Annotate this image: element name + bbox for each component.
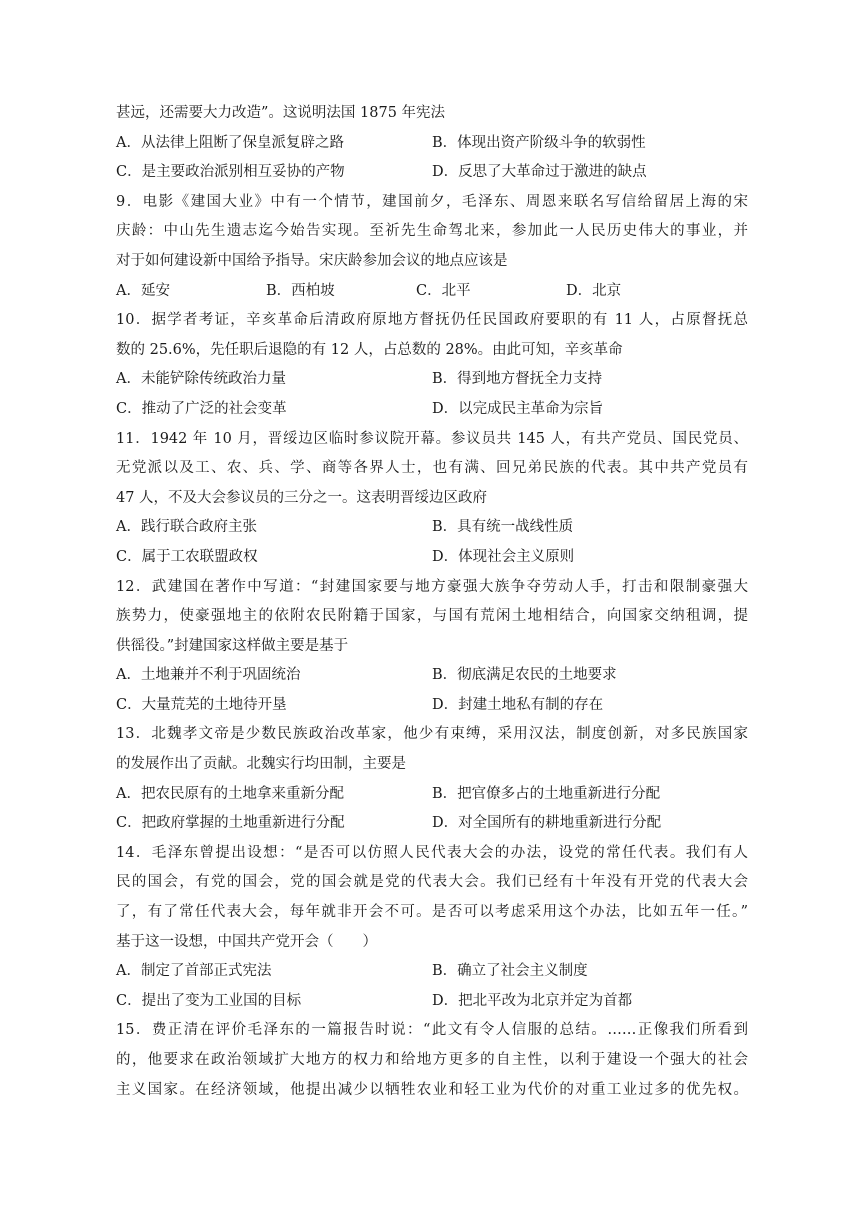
question-line: 13．北魏孝文帝是少数民族政治改革家，他少有束缚，采用汉法，制度创新，对多民族国家 bbox=[116, 726, 748, 743]
question-line: 族势力，使豪强地主的依附农民附籍于国家，与国有荒闲土地相结合，向国家交纳租调，提 bbox=[116, 608, 748, 625]
option-c: C．推动了广泛的社会变革 bbox=[116, 400, 287, 417]
option-a: A．延安 bbox=[116, 282, 170, 299]
question-10-options-row-2 bbox=[116, 395, 748, 425]
question-line: 10．据学者考证，辛亥革命后清政府原地方督抚仍任民国政府要职的有 11 人，占原督抚总 bbox=[116, 312, 748, 329]
question-line: 的发展作出了贡献。北魏实行均田制，主要是 bbox=[116, 756, 406, 773]
question-13-options-row-2 bbox=[116, 809, 748, 839]
option-d: D．封建土地私有制的存在 bbox=[432, 696, 604, 713]
question-11-options-row-2 bbox=[116, 543, 748, 573]
option-a: A．把农民原有的土地拿来重新分配 bbox=[116, 785, 344, 802]
option-b: B．把官僚多占的土地重新进行分配 bbox=[432, 785, 661, 802]
question-14 bbox=[116, 839, 748, 957]
question-line: 11．1942 年 10 月，晋绥边区临时参议院开幕。参议员共 145 人，有共产党员、国民党员、 bbox=[116, 430, 748, 447]
option-b: B．具有统一战线性质 bbox=[432, 519, 574, 536]
question-line: 9．电影《建国大业》中有一个情节，建国前夕，毛泽东、周恩来联名写信给留居上海的宋 bbox=[116, 193, 748, 210]
question-line: 对于如何建设新中国给予指导。宋庆龄参加会议的地点应该是 bbox=[116, 252, 508, 269]
question-15 bbox=[116, 1016, 748, 1105]
question-line: 主义国家。在经济领域，他提出减少以牺牲农业和轻工业为代价的对重工业过多的优先权。 bbox=[116, 1081, 748, 1098]
option-b: B．西柏坡 bbox=[266, 282, 335, 299]
intro-option-a: A．从法律上阻断了保皇派复辟之路 bbox=[116, 134, 344, 151]
question-10-options-row-1 bbox=[116, 365, 748, 395]
question-11 bbox=[116, 425, 748, 514]
question-line: 供徭役。”封建国家这样做主要是基于 bbox=[116, 637, 349, 654]
option-d: D．以完成民主革命为宗旨 bbox=[432, 400, 604, 417]
question-line: 了，有了常任代表大会，每年就非开会不可。是否可以考虑采用这个办法，比如五年一任。” bbox=[116, 904, 748, 921]
option-c: C．把政府掌握的土地重新进行分配 bbox=[116, 815, 345, 832]
option-c: C．北平 bbox=[416, 282, 471, 299]
option-c: C．大量荒芜的土地待开垦 bbox=[116, 696, 287, 713]
option-d: D．北京 bbox=[566, 282, 622, 299]
question-line: 数的 25.6%，先任职后退隐的有 12 人，占总数的 28%。由此可知，辛亥革命 bbox=[116, 341, 623, 358]
question-10 bbox=[116, 306, 748, 365]
question-line: 15．费正清在评价毛泽东的一篇报告时说：“此文有令人信服的总结。……正像我们所看到 bbox=[116, 1022, 748, 1039]
question-11-options-row-1 bbox=[116, 513, 748, 543]
intro-option-d: D．反思了大革命过于激进的缺点 bbox=[432, 164, 647, 181]
option-a: A．制定了首部正式宪法 bbox=[116, 963, 272, 980]
option-c: C．提出了变为工业国的目标 bbox=[116, 992, 302, 1009]
option-d: D．体现社会主义原则 bbox=[432, 548, 575, 565]
intro-options-row-1 bbox=[116, 129, 748, 159]
exam-content bbox=[116, 99, 748, 1105]
option-b: B．得到地方督抚全力支持 bbox=[432, 371, 603, 388]
question-line: 民的国会，有党的国会，党的国会就是党的代表大会。我们已经有十年没有开党的代表大会 bbox=[116, 874, 748, 891]
option-b: B．彻底满足农民的土地要求 bbox=[432, 667, 617, 684]
intro-line: 甚远，还需要大力改造”。这说明法国 1875 年宪法 bbox=[116, 105, 446, 121]
question-9 bbox=[116, 188, 748, 277]
option-a: A．践行联合政府主张 bbox=[116, 519, 257, 536]
option-a: A．未能铲除传统政治力量 bbox=[116, 371, 286, 388]
option-a: A．土地兼并不利于巩固统治 bbox=[116, 667, 301, 684]
question-12 bbox=[116, 573, 748, 662]
option-c: C．属于工农联盟政权 bbox=[116, 548, 258, 565]
option-d: D．把北平改为北京并定为首都 bbox=[432, 992, 633, 1009]
question-line: 无党派以及工、农、兵、学、商等各界人士，也有满、回兄弟民族的代表。其中共产党员有 bbox=[116, 460, 748, 477]
question-line: 47 人，不及大会参议员的三分之一。这表明晋绥边区政府 bbox=[116, 489, 488, 506]
intro-option-b: B．体现出资产阶级斗争的软弱性 bbox=[432, 134, 646, 151]
question-line: 14．毛泽东曾提出设想：“是否可以仿照人民代表大会的办法，设党的常任代表。我们有人 bbox=[116, 844, 748, 861]
question-9-options bbox=[116, 277, 748, 307]
question-line: 12．武建国在著作中写道：“封建国家要与地方豪强大族争夺劳动人手，打击和限制豪强大 bbox=[116, 578, 748, 595]
question-13-options-row-1 bbox=[116, 780, 748, 810]
intro-options-row-2 bbox=[116, 158, 748, 188]
option-d: D．对全国所有的耕地重新进行分配 bbox=[432, 815, 662, 832]
intro-option-c: C．是主要政治派别相互妥协的产物 bbox=[116, 164, 345, 181]
question-13 bbox=[116, 720, 748, 779]
question-12-options-row-1 bbox=[116, 661, 748, 691]
option-b: B．确立了社会主义制度 bbox=[432, 963, 588, 980]
question-line: 庆龄：中山先生遗志迄今始告实现。至祈先生命驾北来，参加此一人民历史伟大的事业，并 bbox=[116, 223, 748, 240]
question-line: 基于这一设想，中国共产党开会（ ） bbox=[116, 933, 377, 950]
question-14-options-row-2 bbox=[116, 987, 748, 1017]
question-line: 的，他要求在政治领域扩大地方的权力和给地方更多的自主性，以利于建设一个强大的社会 bbox=[116, 1052, 748, 1068]
question-12-options-row-2 bbox=[116, 691, 748, 721]
question-14-options-row-1 bbox=[116, 957, 748, 987]
